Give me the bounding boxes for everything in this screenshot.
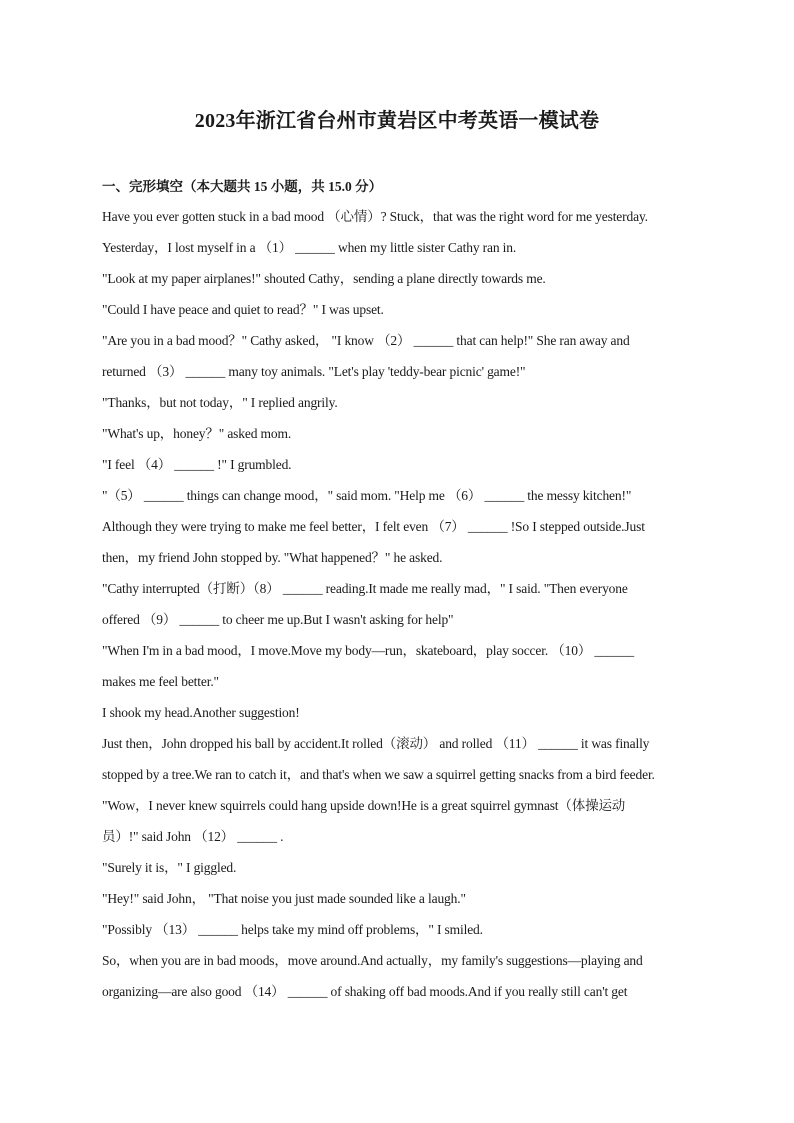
passage-line: "I feel （4） ______ !" I grumbled.: [102, 457, 292, 472]
passage-line: makes me feel better.": [102, 674, 219, 689]
passage-line: returned （3） ______ many toy animals. "Let's play 'teddy-bear picnic' game!": [102, 364, 526, 379]
passage-line: "Possibly （13） ______ helps take my mind off problems，" I smiled.: [102, 922, 483, 937]
page-title: 2023年浙江省台州市黄岩区中考英语一模试卷: [194, 110, 600, 132]
passage-line: "Wow，I never knew squirrels could hang upside down!He is a great squirrel gymnast（体操运动: [102, 798, 626, 813]
passage-line: "Hey!" said John， "That noise you just made sounded like a laugh.": [102, 891, 466, 906]
passage-line: organizing—are also good （14） ______ of shaking off bad moods.And if you really still can't get: [102, 984, 628, 999]
passage-line: offered （9） ______ to cheer me up.But I wasn't asking for help": [102, 612, 454, 627]
passage-line: "Look at my paper airplanes!" shouted Cathy，sending a plane directly towards me.: [102, 271, 546, 286]
passage-line: "When I'm in a bad mood，I move.Move my body—run，skateboard，play soccer. （10） ______: [102, 643, 635, 658]
passage-line: So，when you are in bad moods，move around.And actually，my family's suggestions—playing and: [102, 953, 643, 968]
passage-line: "Could I have peace and quiet to read？" I was upset.: [102, 302, 384, 317]
passage-line: "Are you in a bad mood？" Cathy asked， "I know （2） ______ that can help!" She ran away and: [102, 333, 630, 348]
passage-line: "Surely it is，" I giggled.: [102, 860, 237, 875]
passage-line: Although they were trying to make me feel better，I felt even （7） ______ !So I stepped outside.Just: [102, 519, 645, 534]
passage-line: Yesterday，I lost myself in a （1） ______ when my little sister Cathy ran in.: [102, 240, 517, 255]
passage-line: I shook my head.Another suggestion!: [102, 705, 300, 720]
passage-line: 员）!" said John （12） ______ .: [102, 829, 284, 844]
passage-line: "What's up，honey？" asked mom.: [102, 426, 292, 441]
cloze-passage: [102, 201, 702, 1007]
passage-line: "Thanks，but not today，" I replied angrily.: [102, 395, 338, 410]
passage-line: "Cathy interrupted（打断）（8） ______ reading.It made me really mad，" I said. "Then everyone: [102, 581, 628, 596]
passage-line: Have you ever gotten stuck in a bad mood （心情）? Stuck，that was the right word for me yesterday.: [102, 209, 648, 224]
passage-line: stopped by a tree.We ran to catch it，and that's when we saw a squirrel getting snacks from a bird feeder.: [102, 767, 655, 782]
passage-line: Just then，John dropped his ball by accident.It rolled（滚动） and rolled （11） ______ it was finally: [102, 736, 650, 751]
passage-line: then，my friend John stopped by. "What happened？" he asked.: [102, 550, 443, 565]
section-heading: 一、完形填空（本大题共 15 小题，共 15.0 分）: [102, 179, 383, 194]
passage-line: "（5） ______ things can change mood，" said mom. "Help me （6） ______ the messy kitchen!": [102, 488, 632, 503]
